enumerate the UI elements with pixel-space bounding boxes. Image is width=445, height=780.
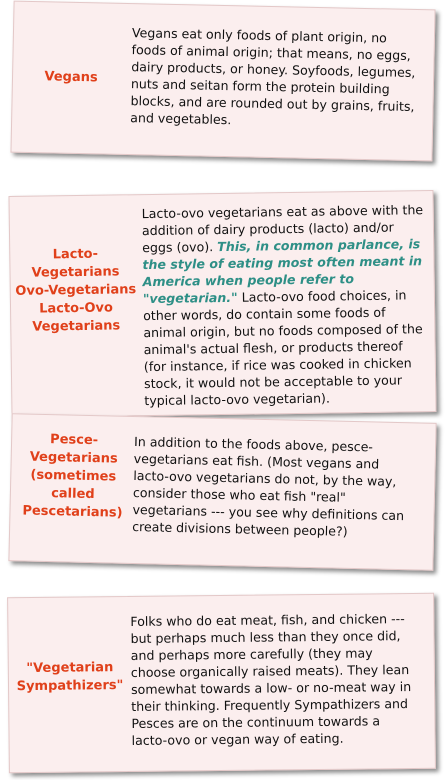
lacto-ovo-description: Lacto-ovo vegetarians eat as above with the addition of dairy products (lacto) and/or eggs (ovo). This, in common parlance, is the style of eating most often meant in America when people refer to "vegetarian." Lacto-ovo food choices, in other words, do contain some foods of animal origin, but no foods composed of the animal's actual flesh, or products thereof (for instance, if rice was cooked in chicken stock, it would not be acceptable to your typical lacto-ovo vegetarian). bbox=[141, 202, 424, 409]
highlight-text: This, in common parlance, is bbox=[217, 236, 421, 255]
pesce-description: In addition to the foods above, pesce- vegetarians eat fish. (Most vegans and lacto-ovo vegetarians do not, by the way, consider those who eat fish "real" vegetarians --- you see why definitions can create divisions between people?) bbox=[132, 433, 405, 539]
pesce-label: Pesce- Vegetarians (sometimes called Pescetarians) bbox=[22, 432, 123, 521]
pesce-card bbox=[8, 413, 436, 571]
lacto-ovo-card bbox=[8, 190, 436, 418]
sympathizers-label: "Vegetarian Sympathizers" bbox=[16, 660, 124, 695]
vegans-label: Vegans bbox=[44, 69, 98, 86]
sympathizers-description: Folks who do eat meat, fish, and chicken --- but perhaps much less than they once did, and perhaps more carefully (they may choose organically raised meats). They lean somewhat towards a low- or no-meat way in their thinking. Frequently Sympathizers and Pesces are on the continuum towards a lacto-ovo or vegan way of eating. bbox=[130, 611, 412, 748]
lacto-ovo-label: Lacto- Vegetarians Ovo-Vegetarians Lacto-Ovo Vegetarians bbox=[15, 246, 137, 335]
sympathizers-card bbox=[7, 593, 436, 773]
vegans-description: Vegans eat only foods of plant origin, no foods of animal origin; that means, no eggs, dairy products, or honey. Soyfoods, legumes, nuts and seitan form the protein building blocks, and are rounded out by grains, fruits, and vegetables. bbox=[130, 25, 416, 128]
vegans-card bbox=[10, 1, 435, 162]
